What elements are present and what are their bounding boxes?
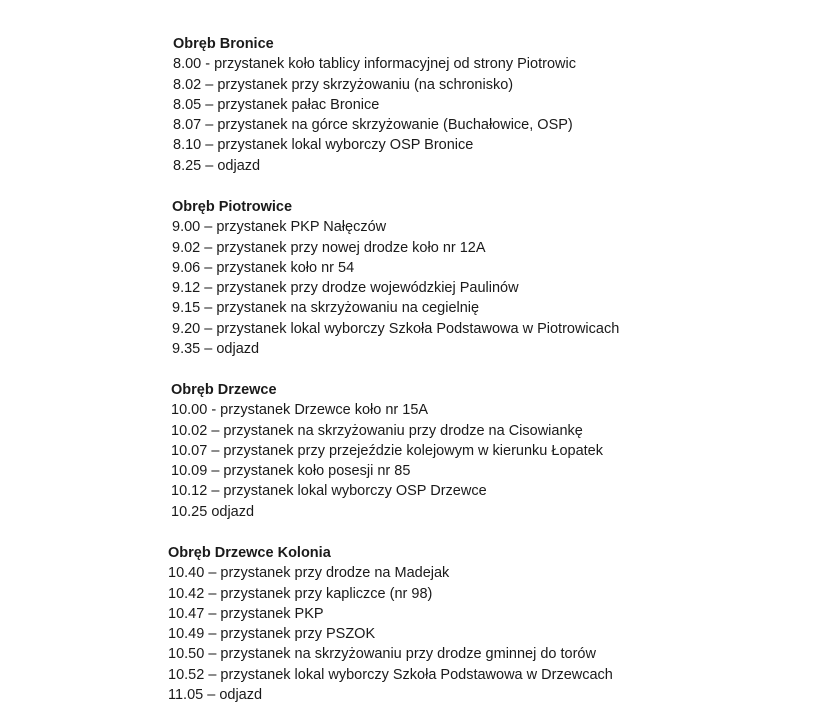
schedule-entry: 10.02 – przystanek na skrzyżowaniu przy drodze na Cisowiankę bbox=[171, 422, 583, 439]
schedule-entry: 8.05 – przystanek pałac Bronice bbox=[173, 96, 380, 113]
section-title: Obręb Drzewce bbox=[171, 382, 277, 398]
section-piotrowice bbox=[172, 197, 619, 359]
schedule-entry: 10.25 odjazd bbox=[171, 503, 255, 520]
schedule-entry: 9.15 – przystanek na skrzyżowaniu na cegielnię bbox=[172, 300, 480, 317]
schedule-entry: 9.00 – przystanek PKP Nałęczów bbox=[172, 219, 387, 236]
schedule-entry: 8.25 – odjazd bbox=[173, 157, 261, 174]
section-title: Obręb Drzewce Kolonia bbox=[168, 545, 331, 561]
schedule-entry: 10.52 – przystanek lokal wyborczy Szkoła Podstawowa w Drzewcach bbox=[168, 666, 613, 683]
schedule-entry: 8.10 – przystanek lokal wyborczy OSP Bronice bbox=[173, 137, 474, 154]
schedule-entry: 10.49 – przystanek przy PSZOK bbox=[168, 626, 376, 643]
schedule-entry: 9.20 – przystanek lokal wyborczy Szkoła Podstawowa w Piotrowicach bbox=[172, 320, 620, 337]
schedule-entry: 10.42 – przystanek przy kapliczce (nr 98) bbox=[168, 585, 433, 602]
section-bronice bbox=[173, 34, 576, 176]
schedule-entry: 8.00 - przystanek koło tablicy informacyjnej od strony Piotrowic bbox=[173, 56, 576, 73]
schedule-entry: 8.07 – przystanek na górce skrzyżowanie (Buchałowice, OSP) bbox=[173, 117, 573, 134]
schedule-entry: 10.09 – przystanek koło posesji nr 85 bbox=[171, 463, 411, 480]
schedule-entry: 10.00 - przystanek Drzewce koło nr 15A bbox=[171, 402, 429, 419]
section-title: Obręb Piotrowice bbox=[172, 199, 293, 215]
section-drzewce-kolonia bbox=[168, 543, 613, 705]
schedule-entry: 10.12 – przystanek lokal wyborczy OSP Drzewce bbox=[171, 483, 487, 500]
schedule-entry: 9.35 – odjazd bbox=[172, 341, 260, 358]
schedule-entry: 11.05 – odjazd bbox=[168, 687, 263, 704]
schedule-entry: 9.06 – przystanek koło nr 54 bbox=[172, 259, 355, 276]
schedule-entry: 10.40 – przystanek przy drodze na Madejak bbox=[168, 565, 450, 582]
section-title: Obręb Bronice bbox=[173, 36, 274, 52]
section-drzewce bbox=[171, 380, 603, 522]
schedule-entry: 10.47 – przystanek PKP bbox=[168, 605, 324, 622]
schedule-entry: 9.02 – przystanek przy nowej drodze koło nr 12A bbox=[172, 239, 486, 256]
schedule-entry: 9.12 – przystanek przy drodze wojewódzkiej Paulinów bbox=[172, 280, 519, 297]
schedule-entry: 8.02 – przystanek przy skrzyżowaniu (na schronisko) bbox=[173, 76, 514, 93]
schedule-entry: 10.07 – przystanek przy przejeździe kolejowym w kierunku Łopatek bbox=[171, 442, 603, 459]
schedule-entry: 10.50 – przystanek na skrzyżowaniu przy drodze gminnej do torów bbox=[168, 646, 596, 663]
